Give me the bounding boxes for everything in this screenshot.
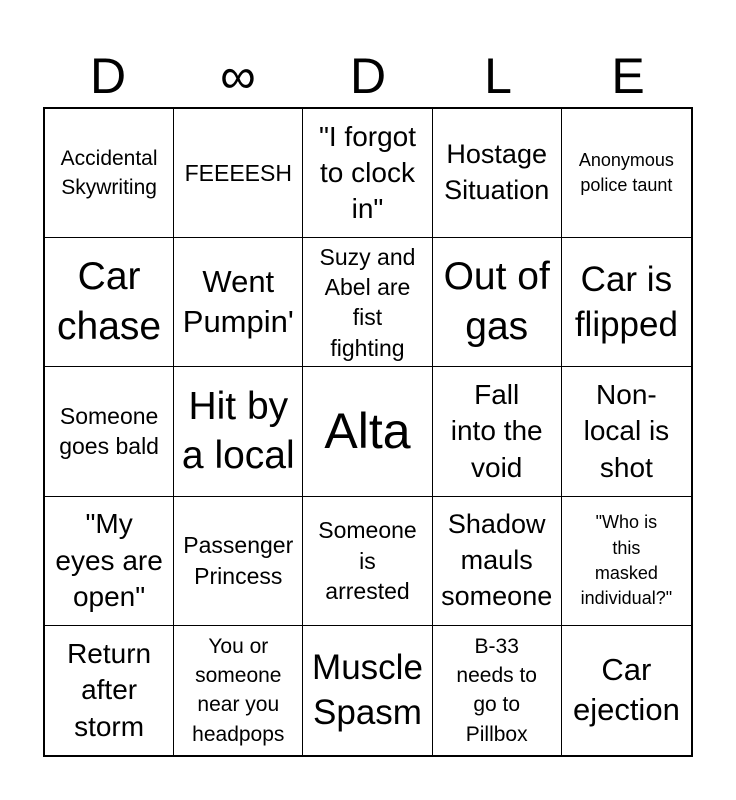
bingo-cell[interactable]: Hit by a local	[174, 367, 303, 496]
header-letter-4: L	[484, 47, 512, 104]
bingo-cell[interactable]: Went Pumpin'	[174, 238, 303, 367]
bingo-cell[interactable]: Non- local is shot	[562, 367, 691, 496]
header-letter-2: ∞	[220, 47, 256, 104]
bingo-cell[interactable]: Car chase	[45, 238, 174, 367]
bingo-cell[interactable]: Return after storm	[45, 626, 174, 755]
bingo-cell[interactable]: Someone is arrested	[303, 497, 432, 626]
header-letter-3: D	[349, 47, 387, 104]
bingo-cell[interactable]: Fall into the void	[433, 367, 562, 496]
bingo-cell[interactable]: "Who is this masked individual?"	[562, 497, 691, 626]
bingo-cell[interactable]: Car is flipped	[562, 238, 691, 367]
bingo-cell[interactable]: Suzy and Abel are fist fighting	[303, 238, 432, 367]
bingo-cell-free[interactable]: Alta	[303, 367, 432, 496]
bingo-cell[interactable]: Shadow mauls someone	[433, 497, 562, 626]
bingo-cell[interactable]: Hostage Situation	[433, 109, 562, 238]
bingo-cell[interactable]: "My eyes are open"	[45, 497, 174, 626]
bingo-cell[interactable]: Accidental Skywriting	[45, 109, 174, 238]
bingo-cell[interactable]: B-33 needs to go to Pillbox	[433, 626, 562, 755]
bingo-cell[interactable]: Car ejection	[572, 652, 680, 728]
bingo-header	[43, 48, 693, 103]
bingo-cell[interactable]: "I forgot to clock in"	[303, 109, 432, 238]
bingo-cell[interactable]: Anonymous police taunt	[562, 109, 691, 238]
bingo-cell[interactable]: Someone goes bald	[45, 367, 174, 496]
header-letter-1: D	[89, 47, 127, 104]
bingo-cell[interactable]: FEEEESH	[174, 109, 303, 238]
header-letter-5: E	[611, 47, 645, 104]
bingo-board	[43, 107, 693, 757]
bingo-cell[interactable]: Out of gas	[433, 238, 562, 367]
bingo-cell[interactable]: Muscle Spasm	[303, 626, 432, 755]
bingo-cell[interactable]: You or someone near you headpops	[174, 626, 303, 755]
bingo-cell[interactable]: Passenger Princess	[174, 497, 303, 626]
